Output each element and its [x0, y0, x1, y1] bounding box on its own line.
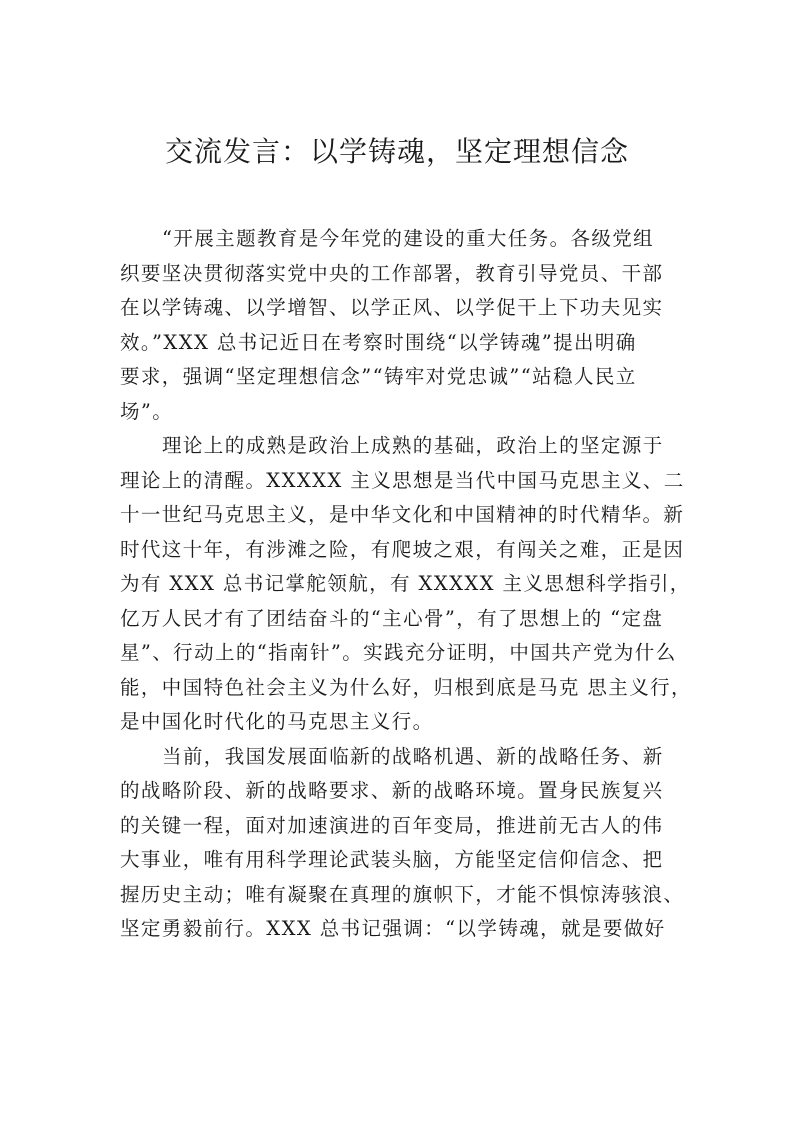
- body-line: 大事业，唯有用科学理论武装头脑，方能坚定信仰信念、把: [120, 848, 664, 871]
- body-line: 理论上的清醒。XXXXX 主义思想是当代中国马克思主义、二: [120, 468, 685, 492]
- body-line: 理论上的成熟是政治上成熟的基础，政治上的坚定源于: [162, 434, 664, 457]
- body-line: 场”。: [120, 399, 174, 423]
- body-line: 要求，强调“坚定理想信念”“铸牢对党忠诚”“站稳人民立: [120, 365, 637, 388]
- body-line: 握历史主动；唯有凝聚在真理的旗帜下，才能不惧惊涛骇浪、: [120, 882, 685, 906]
- body-line: 效。”XXX 总书记近日在考察时围绕“以学铸魂”提出明确: [120, 330, 637, 354]
- body-line: 是中国化时代化的马克思主义行。: [120, 710, 434, 733]
- document-body: [120, 222, 700, 947]
- body-line: 十一世纪马克思主义，是中华文化和中国精神的时代精华。新: [120, 503, 685, 526]
- body-line: 的关键一程，面对加速演进的百年变局，推进前无古人的伟: [120, 813, 664, 837]
- body-line: 坚定勇毅前行。XXX 总书记强调：“以学铸魂，就是要做好: [120, 917, 666, 940]
- body-line: 星”、行动上的“指南针”。实践充分证明，中国共产党为什么: [120, 641, 677, 664]
- body-line: 织要坚决贯彻落实党中央的工作部署，教育引导党员、干部: [120, 261, 664, 285]
- body-line: 的战略阶段、新的战略要求、新的战略环境。置身民族复兴: [120, 779, 664, 802]
- body-line: 当前，我国发展面临新的战略机遇、新的战略任务、新: [162, 744, 664, 768]
- body-line: 能，中国特色社会主义为什么好，归根到底是马克 思主义行，: [120, 675, 692, 699]
- body-line: “开展主题教育是今年党的建设的重大任务。各级党组: [162, 227, 655, 250]
- body-line: 时代这十年，有涉滩之险，有爬坡之艰，有闯关之难，正是因: [120, 537, 685, 561]
- document-title: 交流发言：以学铸魂，坚定理想信念: [164, 135, 629, 168]
- body-line: 亿万人民才有了团结奋斗的“主心骨”，有了思想上的 “定盘: [120, 606, 664, 630]
- body-line: 在以学铸魂、以学增智、以学正风、以学促干上下功夫见实: [120, 296, 664, 319]
- body-line: 为有 XXX 总书记掌舵领航，有 XXXXX 主义思想科学指引，: [120, 572, 691, 595]
